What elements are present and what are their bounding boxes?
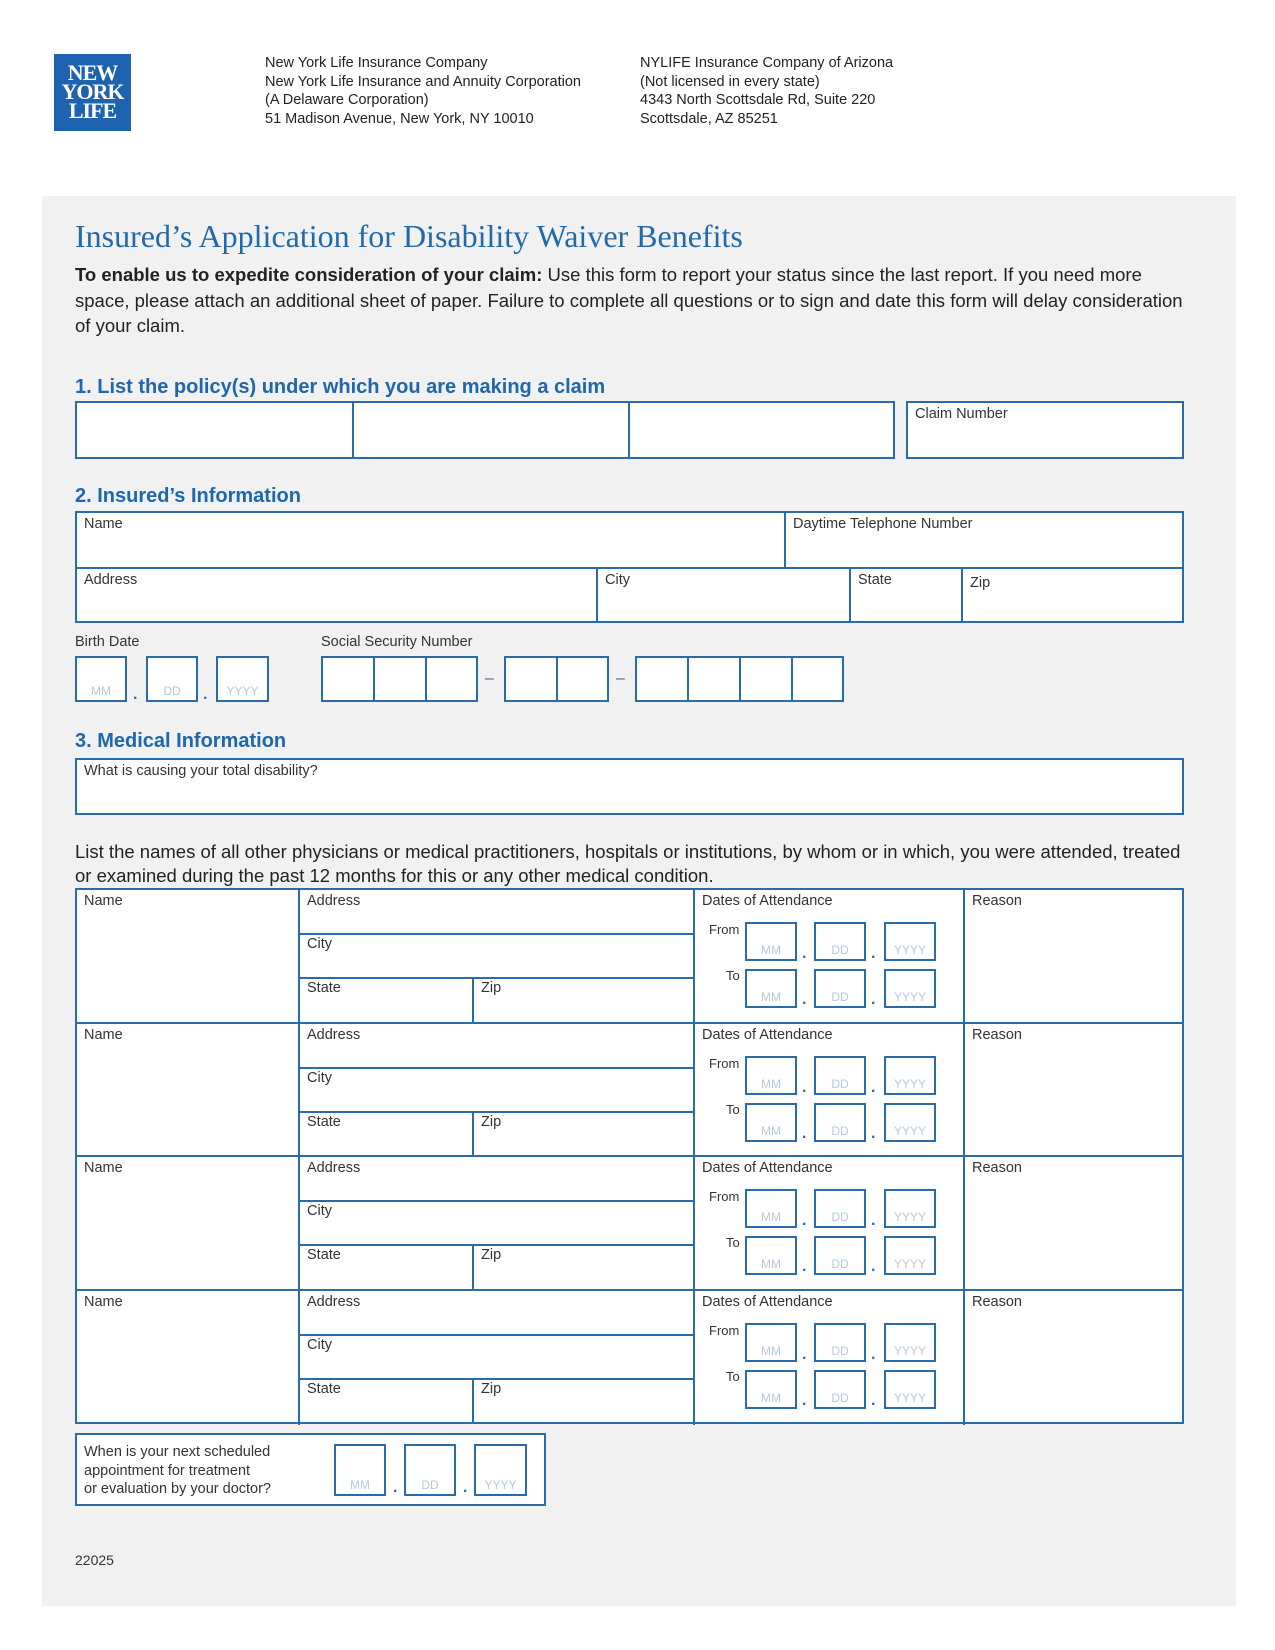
state-field[interactable]	[851, 569, 961, 621]
date-separator: .	[802, 1212, 807, 1229]
provider-row	[77, 1157, 1182, 1291]
to-month-field[interactable]	[745, 1103, 797, 1142]
placeholder: YYYY	[893, 1257, 926, 1271]
name-field[interactable]	[77, 513, 784, 567]
address-label: Address	[307, 1160, 361, 1176]
provider-state-field[interactable]	[300, 979, 472, 1021]
reason-label: Reason	[972, 1160, 1022, 1176]
to-day-field[interactable]	[814, 1103, 866, 1142]
state-label: State	[307, 1114, 341, 1130]
placeholder: DD	[831, 1391, 849, 1405]
date-separator: .	[393, 1479, 398, 1496]
provider-city-field[interactable]	[300, 1336, 693, 1378]
from-month-field[interactable]	[745, 1189, 797, 1228]
policy-number-group	[75, 401, 895, 459]
zip-label: Zip	[481, 1114, 502, 1130]
provider-name-field[interactable]	[77, 1024, 298, 1158]
ssn-separator: –	[616, 670, 625, 687]
placeholder: DD	[831, 1210, 849, 1224]
from-label: From	[709, 1056, 740, 1071]
state-label: State	[307, 1381, 341, 1397]
reason-label: Reason	[972, 893, 1022, 909]
to-year-field[interactable]	[884, 1103, 936, 1142]
from-label: From	[709, 1323, 740, 1338]
dates-label: Dates of Attendance	[702, 1160, 833, 1176]
divider	[373, 658, 375, 700]
placeholder: MM	[761, 1257, 781, 1271]
city-field[interactable]	[598, 569, 849, 621]
placeholder: YYYY	[893, 1077, 926, 1091]
from-label: From	[709, 922, 740, 937]
from-label: From	[709, 1189, 740, 1204]
claim-number-label: Claim Number	[915, 406, 1008, 422]
from-year-field[interactable]	[884, 1189, 936, 1228]
divider	[687, 658, 689, 700]
divider	[425, 658, 427, 700]
placeholder: DD	[831, 990, 849, 1004]
from-month-field[interactable]	[745, 922, 797, 961]
phone-field[interactable]	[786, 513, 1182, 567]
date-separator: .	[802, 991, 807, 1008]
placeholder: MM	[761, 1391, 781, 1405]
dates-of-attendance	[695, 1024, 963, 1158]
company-street: 51 Madison Avenue, New York, NY 10010	[265, 110, 534, 127]
provider-zip-field[interactable]	[474, 1380, 693, 1422]
date-separator: .	[133, 686, 138, 703]
provider-address-field[interactable]	[300, 890, 693, 933]
zip-label: Zip	[481, 980, 502, 996]
to-month-field[interactable]	[745, 969, 797, 1008]
question-line: appointment for treatment	[84, 1462, 251, 1479]
intro-text	[75, 262, 1195, 339]
divider	[739, 658, 741, 700]
reason-field[interactable]	[965, 1157, 1182, 1291]
to-label: To	[726, 968, 740, 983]
question-line: When is your next scheduled	[84, 1444, 271, 1460]
company-note: (A Delaware Corporation)	[265, 92, 429, 108]
ssn-label: Social Security Number	[321, 634, 473, 650]
date-separator: .	[871, 1212, 876, 1229]
date-separator: .	[871, 991, 876, 1008]
placeholder: MM	[761, 1210, 781, 1224]
zip-label: Zip	[481, 1247, 502, 1263]
placeholder: MM	[350, 1478, 370, 1492]
next-appointment-day-field[interactable]	[404, 1444, 456, 1496]
company-note: (Not licensed in every state)	[640, 73, 820, 90]
date-separator: .	[871, 1079, 876, 1096]
to-label: To	[726, 1235, 740, 1250]
reason-label: Reason	[972, 1027, 1022, 1043]
provider-row	[77, 1024, 1182, 1158]
to-year-field[interactable]	[884, 969, 936, 1008]
city-label: City	[307, 936, 332, 952]
ssn-separator: –	[485, 670, 494, 687]
name-label: Name	[84, 1027, 123, 1043]
from-day-field[interactable]	[814, 1056, 866, 1095]
placeholder: YYYY	[893, 943, 926, 957]
placeholder: MM	[761, 943, 781, 957]
divider	[556, 658, 558, 700]
provider-state-field[interactable]	[300, 1246, 472, 1288]
ssn-group-1[interactable]	[321, 656, 478, 702]
date-separator: .	[871, 1258, 876, 1275]
provider-name-field[interactable]	[77, 1291, 298, 1425]
logo-line-1: NEW	[67, 60, 118, 85]
placeholder: MM	[91, 684, 111, 698]
address-label: Address	[84, 572, 138, 588]
provider-zip-field[interactable]	[474, 979, 693, 1021]
provider-table	[75, 888, 1184, 1424]
section-2-heading: 2. Insured’s Information	[75, 485, 301, 507]
name-label: Name	[84, 1294, 123, 1310]
provider-city-field[interactable]	[300, 1202, 693, 1244]
name-label: Name	[84, 893, 123, 909]
disability-question-label: What is causing your total disability?	[84, 763, 318, 779]
dates-of-attendance	[695, 1157, 963, 1291]
placeholder: YYYY	[893, 1391, 926, 1405]
date-separator: .	[802, 1079, 807, 1096]
phone-label: Daytime Telephone Number	[793, 516, 973, 532]
ssn-group-2[interactable]	[504, 656, 609, 702]
to-day-field[interactable]	[814, 1370, 866, 1409]
from-year-field[interactable]	[884, 922, 936, 961]
to-day-field[interactable]	[814, 1236, 866, 1275]
reason-field[interactable]	[965, 890, 1182, 1024]
date-separator: .	[871, 945, 876, 962]
provider-zip-field[interactable]	[474, 1246, 693, 1288]
placeholder: YYYY	[893, 1210, 926, 1224]
date-separator: .	[802, 945, 807, 962]
provider-zip-field[interactable]	[474, 1113, 693, 1155]
from-month-field[interactable]	[745, 1323, 797, 1362]
state-label: State	[858, 572, 892, 588]
policy-number-field-2[interactable]	[354, 403, 628, 457]
zip-label: Zip	[481, 1381, 502, 1397]
provider-address-field[interactable]	[300, 1291, 693, 1334]
company-name: New York Life Insurance Company	[265, 55, 488, 71]
to-month-field[interactable]	[745, 1236, 797, 1275]
date-separator: .	[802, 1125, 807, 1142]
state-label: State	[307, 980, 341, 996]
dates-label: Dates of Attendance	[702, 1294, 833, 1310]
dates-label: Dates of Attendance	[702, 1027, 833, 1043]
date-separator: .	[871, 1392, 876, 1409]
from-day-field[interactable]	[814, 1323, 866, 1362]
birth-year-field[interactable]	[216, 656, 269, 702]
provider-address-field[interactable]	[300, 1024, 693, 1067]
birth-date-label: Birth Date	[75, 634, 140, 650]
to-year-field[interactable]	[884, 1236, 936, 1275]
to-month-field[interactable]	[745, 1370, 797, 1409]
placeholder: YYYY	[226, 684, 259, 698]
placeholder: MM	[761, 990, 781, 1004]
dates-of-attendance	[695, 890, 963, 1024]
policy-number-field-1[interactable]	[77, 403, 352, 457]
date-separator: .	[871, 1346, 876, 1363]
section-1-heading: 1. List the policy(s) under which you are making a claim	[75, 376, 606, 398]
company-street: 4343 North Scottsdale Rd, Suite 220	[640, 92, 876, 108]
placeholder: DD	[831, 1124, 849, 1138]
address-field[interactable]	[77, 569, 596, 621]
disability-cause-field[interactable]	[75, 758, 1184, 815]
date-separator: .	[463, 1479, 468, 1496]
claim-number-field[interactable]	[906, 401, 1184, 459]
from-day-field[interactable]	[814, 1189, 866, 1228]
dates-of-attendance	[695, 1291, 963, 1425]
dates-label: Dates of Attendance	[702, 893, 833, 909]
placeholder: DD	[831, 1257, 849, 1271]
logo-line-3: LIFE	[68, 98, 117, 123]
placeholder: DD	[831, 1077, 849, 1091]
ssn-group-3[interactable]	[635, 656, 844, 702]
next-appointment-question	[84, 1443, 271, 1499]
name-label: Name	[84, 516, 123, 532]
reason-field[interactable]	[965, 1024, 1182, 1158]
city-label: City	[307, 1070, 332, 1086]
company-address-right	[640, 54, 893, 128]
placeholder: YYYY	[893, 1344, 926, 1358]
policy-number-field-3[interactable]	[630, 403, 893, 457]
physicians-instructions: List the names of all other physicians or medical practitioners, hospitals or institutions, by whom or in which, you were attended, treated or examined during the past 12 months for this or any other medical condition.	[75, 841, 1181, 886]
question-line: or evaluation by your doctor?	[84, 1481, 271, 1497]
placeholder: DD	[163, 684, 181, 698]
date-separator: .	[871, 1125, 876, 1142]
provider-row	[77, 890, 1182, 1024]
birth-day-field[interactable]	[146, 656, 198, 702]
placeholder: DD	[831, 1344, 849, 1358]
company-name: NYLIFE Insurance Company of Arizona	[640, 55, 894, 71]
provider-city-field[interactable]	[300, 935, 693, 977]
from-year-field[interactable]	[884, 1323, 936, 1362]
date-separator: .	[802, 1392, 807, 1409]
date-separator: .	[802, 1258, 807, 1275]
to-year-field[interactable]	[884, 1370, 936, 1409]
reason-label: Reason	[972, 1294, 1022, 1310]
city-label: City	[605, 572, 630, 588]
name-label: Name	[84, 1160, 123, 1176]
placeholder: MM	[761, 1344, 781, 1358]
address-label: Address	[307, 1294, 361, 1310]
placeholder: DD	[831, 943, 849, 957]
placeholder: YYYY	[893, 1124, 926, 1138]
state-label: State	[307, 1247, 341, 1263]
placeholder: MM	[761, 1077, 781, 1091]
from-year-field[interactable]	[884, 1056, 936, 1095]
to-label: To	[726, 1102, 740, 1117]
provider-state-field[interactable]	[300, 1380, 472, 1422]
provider-state-field[interactable]	[300, 1113, 472, 1155]
placeholder: DD	[421, 1478, 439, 1492]
page-title: Insured’s Application for Disability Waiver Benefits	[75, 218, 743, 254]
address-label: Address	[307, 893, 361, 909]
date-separator: .	[203, 686, 208, 703]
next-appointment-box	[75, 1433, 546, 1506]
intro-bold: To enable us to expedite consideration of your claim:	[75, 264, 543, 285]
company-address-left	[265, 54, 581, 128]
new-york-life-logo	[54, 54, 131, 131]
reason-field[interactable]	[965, 1291, 1182, 1425]
company-name: New York Life Insurance and Annuity Corporation	[265, 73, 581, 90]
birth-month-field[interactable]	[75, 656, 127, 702]
to-label: To	[726, 1369, 740, 1384]
next-appointment-month-field[interactable]	[334, 1444, 386, 1496]
zip-field[interactable]	[963, 569, 1182, 621]
logo-line-2: YORK	[61, 79, 124, 104]
address-label: Address	[307, 1027, 361, 1043]
city-label: City	[307, 1337, 332, 1353]
insured-info-grid	[75, 511, 1184, 623]
section-3-heading: 3. Medical Information	[75, 730, 287, 752]
placeholder: YYYY	[893, 990, 926, 1004]
date-separator: .	[802, 1346, 807, 1363]
provider-name-field[interactable]	[77, 890, 298, 1024]
placeholder: YYYY	[484, 1478, 517, 1492]
provider-city-field[interactable]	[300, 1069, 693, 1111]
divider	[791, 658, 793, 700]
provider-row	[77, 1291, 1182, 1425]
city-label: City	[307, 1203, 332, 1219]
placeholder: MM	[761, 1124, 781, 1138]
provider-name-field[interactable]	[77, 1157, 298, 1291]
to-day-field[interactable]	[814, 969, 866, 1008]
next-appointment-year-field[interactable]	[474, 1444, 527, 1496]
from-day-field[interactable]	[814, 922, 866, 961]
form-number: 22025	[75, 1552, 114, 1568]
from-month-field[interactable]	[745, 1056, 797, 1095]
provider-address-field[interactable]	[300, 1157, 693, 1200]
zip-label: Zip	[970, 575, 991, 591]
company-city: Scottsdale, AZ 85251	[640, 110, 778, 127]
intro-body: Use this form to report your status since the last report. If you need more space, please attach an additional sheet of paper. Failure to complete all questions or to sign and date this form will delay consideration of your claim.	[75, 264, 1183, 336]
